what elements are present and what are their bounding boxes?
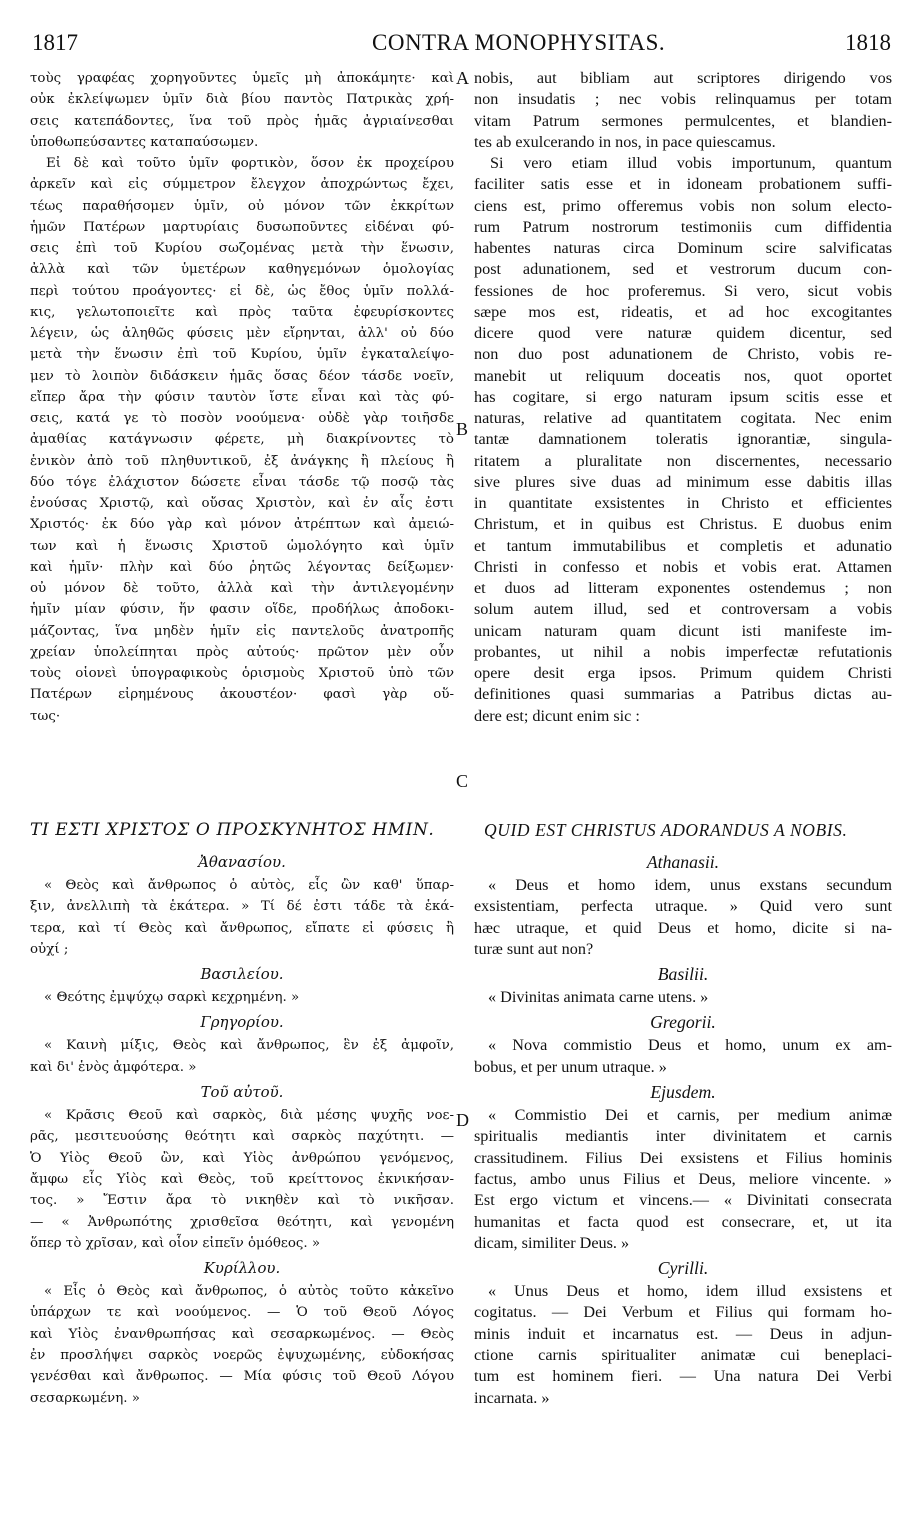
text-line: « Commistio Dei et carnis, per medium animæ <box>488 1106 892 1125</box>
text-line: humanitas et facta quod est consecrare, et, ut ita <box>474 1212 892 1231</box>
text-line: et duos ad litteram exponentes ostendemus ; non <box>474 579 892 597</box>
text-line: των καὶ ἡ ἕνωσις Χριστοῦ ὡμολόγητο καὶ ὑμῖν <box>30 538 454 554</box>
text-line: εἴπερ ἄρα τὴν φύσιν ταυτὸν ἴστε εἶναι καὶ τὰς φύ- <box>30 389 454 405</box>
text-line: Est ergo victum et vincens.— « Divinitati consecrata <box>474 1191 892 1210</box>
text-line: et tantum immutabilibus et completis et adunatio <box>474 536 892 555</box>
greek-quotations <box>30 850 454 1411</box>
text-line: τέως παραθήσομεν ὑμῖν, οὐ μόνον τῶν ἐκκρίτων <box>30 198 454 214</box>
quotation-text <box>474 1035 892 1078</box>
text-line: fessiones de hoc proferemus. Si vero, sicut vobis <box>474 281 892 300</box>
text-line: Christum, et in quibus est Christus. E duobus enim <box>474 515 892 534</box>
text-line: μάζοντας, ἵνα μηδὲν ἡμῖν εἰς παντελοῦς ἀνατροπῆς <box>30 623 454 639</box>
text-line: opere desit erga ipsos. Primum quidem Christi <box>474 664 892 682</box>
quotation-text <box>30 1281 454 1409</box>
text-line: μεν τὸ λοιπὸν διδάσκειν ἡμᾶς ὅσας δέον τάσδε νοεῖν, <box>30 368 454 384</box>
text-line: ρᾶς, μεσιτευούσης θεότητι καὶ σαρκὸς παχύτητι. — <box>30 1129 454 1145</box>
text-line: ἄμφω εἷς Υἱὸς καὶ Θεὸς, τοῦ κρείττονος ἐκνικήσαν- <box>30 1171 454 1187</box>
quotation-author: Gregorii. <box>650 1012 716 1033</box>
text-line: κις, γελωτοποιεῖτε καὶ πρὸς ταῦτα ἐφευρίσκοντες <box>30 304 454 320</box>
text-line: σεσαρκωμένη. » <box>30 1390 140 1406</box>
text-line: solum autem illud, sed et controversam a vobis <box>474 600 892 619</box>
text-line: Ὁ Υἱὸς Θεοῦ ὢν, καὶ Υἱὸς ἀνθρώπου γενόμενος, <box>30 1150 454 1166</box>
text-line: exsistentiam, perfecta utraque. » Quid vero sunt <box>474 897 892 916</box>
text-line: οὐχί ; <box>30 941 69 957</box>
text-line: οὐκ ἐκλείψωμεν ὑμῖν διὰ βίου παντὸς Πατρικὰς χρή- <box>30 92 454 108</box>
text-line: ξιν, ἀνελλιπὴ τὰ ἑκάτερα. » Τί δέ ἐστι τάδε τὰ ἑκά- <box>30 899 454 915</box>
text-line: dicam, similiter Deus. » <box>474 1233 630 1252</box>
text-line: in quantitate exsistentes in Christo et efficientes <box>474 494 892 512</box>
text-line: has cogitare, si ergo naturam ipsum scitis esse et <box>474 387 892 406</box>
text-line: « Nova commistio Deus et homo, unum ex am- <box>488 1036 892 1055</box>
text-line: dere est; dicunt enim sic : <box>474 706 640 725</box>
text-line: γενέσθαι καὶ ἄνθρωπος. — Μία φύσις τοῦ Θεοῦ Λόγου <box>30 1369 454 1385</box>
text-line: unicam naturam quam dicunt isti manifeste im- <box>474 621 892 640</box>
text-line: incarnata. » <box>474 1388 550 1407</box>
text-line: τερα, καὶ τί Θεὸς καὶ ἄνθρωπος, εἴπατε εἰ φύσεις ἢ <box>30 920 454 936</box>
text-line: vitam Patrum sermones permulcentes, et blandien- <box>474 111 892 130</box>
quotation-text <box>474 987 892 1008</box>
quotation-author: Cyrilli. <box>657 1258 709 1279</box>
text-line: spiritualis mediantis inter divinitatem et carnis <box>474 1127 892 1146</box>
quotation-text <box>30 875 454 960</box>
quotation-text <box>474 1281 892 1409</box>
text-line: bobus, et per unum utraque. » <box>474 1057 667 1076</box>
text-line: δύο τόγε ἐλάχιστον δώσετε εἶναι τάσδε τῷ ποσῷ τὰς <box>30 474 454 490</box>
text-line: — « Ἀνθρωπότης χρισθεῖσα θεότητι, καὶ γενομένη <box>30 1214 454 1230</box>
text-line: naturas, relative ad quantitatem cogitata. Nec enim <box>474 409 892 427</box>
quotation-author: Athanasii. <box>646 852 720 872</box>
text-line: turæ sunt aut non? <box>474 939 594 958</box>
margin-marker-b: B <box>456 419 469 439</box>
quotation-author: Βασιλείου. <box>200 965 284 984</box>
text-line: σεις ἐπὶ τοῦ Κυρίου σωζομένας μετὰ τὴν ἕνωσιν, <box>30 241 454 256</box>
text-line: Χριστός· ἐκ δύο γὰρ καὶ μόνον ἀτρέπτων καὶ ἀμειώ- <box>30 517 454 533</box>
text-line: καὶ ἡμῖν· πλὴν καὶ δύο ῥητῶς λέγοντας δείξωμεν· <box>30 559 454 575</box>
text-line: « Καινὴ μίξις, Θεὸς καὶ ἄνθρωπος, ἓν ἐξ ἀμφοῖν, <box>44 1038 454 1054</box>
text-line: ἀρκεῖν καὶ εἰς σύμμετρον ἔλεγχον ἀποχρώντως ἔχει, <box>30 177 454 193</box>
greek-section-heading: ΤΙ ΕΣΤΙ ΧΡΙΣΤΟΣ Ο ΠΡΟΣΚΥΝΗΤΟΣ ΗΜΙΝ. <box>30 820 435 840</box>
text-line: ciens est, primo offeremus vobis non solum electo- <box>474 196 892 215</box>
text-line: καὶ δι' ἑνὸς ἀμφότερα. » <box>30 1059 197 1075</box>
text-line: « Εἷς ὁ Θεὸς καὶ ἄνθρωπος, ὁ αὐτὸς τοῦτο κἀκεῖνο <box>44 1284 454 1300</box>
text-line: τοὺς γραφέας χορηγοῦντες ὑμεῖς μὴ ἀποκάμητε· καὶ <box>30 71 454 86</box>
text-line: περὶ τούτου προάγοντες· εἰ δὲ, ὡς ἔθος ὑμῖν πολλά- <box>30 283 454 299</box>
text-line: non duo post adunationem de Christo, vobis re- <box>474 345 892 364</box>
quotation-author: Γρηγορίου. <box>200 1013 284 1032</box>
quotation-text <box>474 875 892 960</box>
quotation-author: Τοῦ αὐτοῦ. <box>200 1083 284 1102</box>
latin-column-top <box>474 68 892 727</box>
text-line: Si vero etiam illud vobis importunum, quantum <box>490 154 892 172</box>
page-header <box>32 30 891 66</box>
text-line: τοὺς οἱονεὶ ὑπογραφικοὺς ὁρισμοὺς Χριστοῦ ὑπὸ τῶν <box>30 666 454 681</box>
text-line: τος. » Ἔστιν ἄρα τὸ νικηθὲν καὶ τὸ νικῆσαν. <box>30 1193 454 1209</box>
text-line: crassitudinem. Filius Dei exsistens et Filius hominis <box>474 1148 892 1167</box>
quotation-author: Κυρίλλου. <box>203 1259 281 1278</box>
margin-marker-a: A <box>456 68 469 88</box>
text-line: faciliter satis esse et in idoneam probationem suffi- <box>474 175 892 194</box>
text-line: « Divinitas animata carne utens. » <box>488 988 709 1007</box>
text-line: « Θεὸς καὶ ἄνθρωπος ὁ αὐτὸς, εἷς ὢν καθ' ὕπαρ- <box>44 878 454 893</box>
text-line: ἐνούσας Χριστῷ, καὶ οὔσας Χριστὸν, καὶ ἐν αἷς ἐστι <box>30 496 454 511</box>
text-line: Christi in confesso et nobis et vobis erat. Attamen <box>474 557 892 576</box>
text-line: ἑνικὸν ἀπὸ τοῦ πληθυντικοῦ, ἐξ ἀνάγκης ἢ πλείους ἢ <box>30 453 454 469</box>
text-line: non insudatis ; nec vobis relinquamus per totam <box>474 90 892 109</box>
text-line: ὑποθωπεύσαντες καταπαύσωμεν. <box>30 134 259 150</box>
text-line: « Deus et homo idem, unus exstans secundum <box>488 876 892 894</box>
text-line: « Θεότης ἐμψύχῳ σαρκὶ κεχρημένη. » <box>44 990 300 1006</box>
text-line: factus, ambo unus Filius et Deus, meliore vincente. » <box>474 1169 892 1188</box>
column-number-right: 1818 <box>845 30 891 55</box>
quotation-text <box>30 1105 454 1254</box>
text-line: dicere quod vere naturæ quidem dicentur, sed <box>474 324 892 342</box>
text-line: habentes naturas circa Dominum scire salvificatas <box>474 239 892 257</box>
margin-marker-c: C <box>456 771 469 791</box>
text-line: ἐν προσλήψει σαρκὸς νοερῶς ἐψυχωμένης, εὐδοκήσας <box>30 1348 454 1364</box>
quotation-text <box>30 987 454 1008</box>
text-line: « Κρᾶσις Θεοῦ καὶ σαρκὸς, διὰ μέσης ψυχῆς νοε- <box>44 1108 454 1124</box>
text-line: σεις, κατά γε τὸ ποσὸν νοούμενα· οὐδὲ γὰρ τοιῆσδε <box>30 411 454 426</box>
text-line: μετὰ τὴν ἕνωσιν ἐπὶ τοῦ Κυρίου, ὑμῖν ἐγκαταλείψο- <box>30 347 454 363</box>
text-line: post adunationem, sed et vestrorum ducum con- <box>474 260 892 279</box>
text-line: καὶ Υἱὸς ἐνανθρωπήσας καὶ σεσαρκωμένος. — Θεὸς <box>30 1326 454 1342</box>
text-line: tum est hominem fieri. — Una natura Dei Verbi <box>474 1367 892 1386</box>
text-line: τως· <box>30 708 61 724</box>
column-number-left: 1817 <box>32 30 78 55</box>
text-line: manebit ut reliquum doceatis nos, quot oportet <box>474 366 892 385</box>
text-line: « Unus Deus et homo, idem illud exsistens et <box>488 1282 892 1301</box>
text-line: rum Patrum nostrorum testimoniis cum diffidentia <box>474 217 892 236</box>
quotation-author: Basilii. <box>657 964 709 985</box>
text-line: ὅπερ τὸ χρῖσαν, καὶ οἷον εἰπεῖν ὁμόθεος. » <box>30 1235 321 1251</box>
text-line: cogitatus. — Dei Verbum et Filius qui formam ho- <box>474 1303 892 1322</box>
text-line: definitiones quasi summarias a Patribus dictas au- <box>474 685 892 704</box>
text-line: ritatem a pluralitate non discernentes, necessario <box>474 451 892 470</box>
text-line: λέγειν, ὡς ἀληθῶς φύσεις μὲν εἴρηνται, ἀλλ' οὐ δύο <box>30 326 454 341</box>
text-line: Πατέρων εἰρημένους ἀκουστέον· φασὶ γὰρ οὕ- <box>30 687 454 703</box>
text-line: sive plures sive duas ad minimum esse dabitis illas <box>474 472 892 491</box>
latin-quotations <box>474 850 892 1411</box>
running-title: CONTRA MONOPHYSITAS. <box>372 30 666 55</box>
text-line: ἀμαθίας κατάγνωσιν φέρετε, μὴ διακρίνοντες τὸ <box>30 432 454 448</box>
quotation-author: Ejusdem. <box>650 1082 716 1103</box>
text-line: σεις κατεπάδοντες, ἵνα τοῦ πρὸς ἡμᾶς ἀγριαίνεσθαι <box>30 113 454 129</box>
text-line: hæc utraque, et quid Deus et homo, dicite si na- <box>474 918 892 937</box>
text-line: οὐ μόνον δὲ τοῦτο, ἀλλὰ καὶ τὴν ἀντιλεγομένην <box>30 581 454 596</box>
quotation-text <box>30 1035 454 1078</box>
text-line: probantes, ut nihil a nobis imperfectæ refutationis <box>474 642 892 661</box>
text-line: minis induit et incarnatus est. — Deus in adjun- <box>474 1324 892 1343</box>
quotation-text <box>474 1105 892 1254</box>
greek-column-top <box>30 68 454 727</box>
text-line: ἀλλὰ καὶ τῶν ὑμετέρων καθηγεμόνων ὁμολογίας <box>30 262 454 278</box>
quotation-author: Ἀθανασίου. <box>198 853 286 871</box>
text-line: ctione carnis spiritualiter animatæ cui beneplaci- <box>474 1346 892 1365</box>
text-line: ἡμῶν Πατέρων μαρτυρίαις δυσωποῦντες εἰδέναι φύ- <box>30 219 454 235</box>
text-line: Εἰ δὲ καὶ τοῦτο ὑμῖν φορτικὸν, ὅσον ἐκ προχείρου <box>46 156 454 171</box>
latin-section-heading: QUID EST CHRISTUS ADORANDUS A NOBIS. <box>484 820 848 840</box>
text-line: ἡμῖν μίαν φύσιν, ἥν φασιν οἵδε, προδήλως ἀποδοκι- <box>30 602 454 618</box>
text-line: χρείαν ὑπολείπηται πρὸς αὐτούς· πρῶτον μὲν οὖν <box>30 644 454 660</box>
text-line: nobis, aut bibliam aut scriptores dirigendo vos <box>474 69 892 87</box>
margin-marker-d: D <box>456 1110 469 1130</box>
text-line: tes ab exulcerando in nos, in pace quiescamus. <box>474 132 776 151</box>
text-line: tantæ damnationem toleratis ignorantiæ, singula- <box>474 430 892 449</box>
text-line: sæpe mos est, rideatis, et ad hoc excogitantes <box>474 302 892 321</box>
text-line: ὑπάρχων τε καὶ νοούμενος. — Ὁ τοῦ Θεοῦ Λόγος <box>30 1305 454 1321</box>
